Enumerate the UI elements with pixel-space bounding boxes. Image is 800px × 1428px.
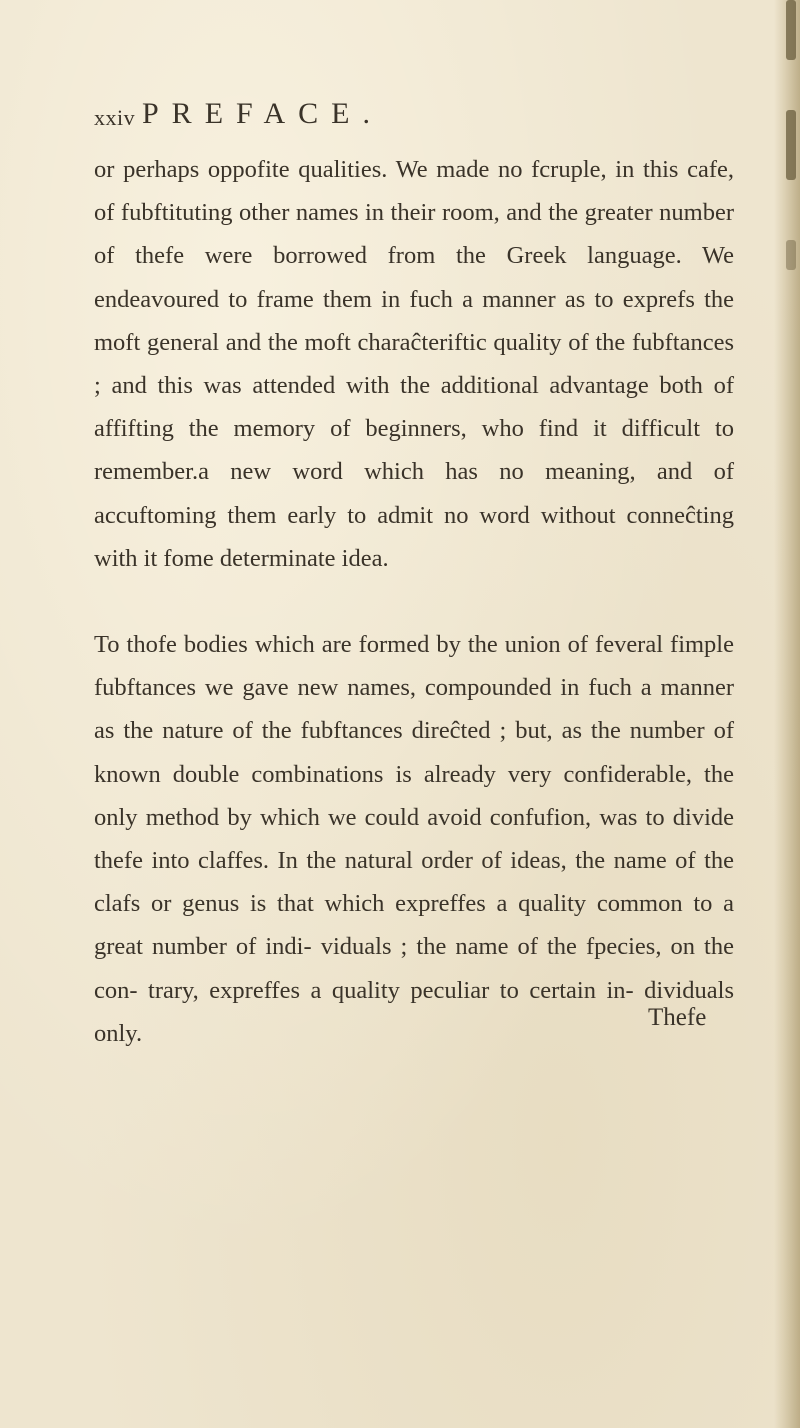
body-text	[94, 148, 734, 1055]
running-title: PREFACE.	[142, 97, 383, 130]
paragraph: or perhaps oppofite qualities. We made no fcruple, in this cafe, of fubftituting other names in their room, and the greater number of thefe were borrowed from the Greek language. We endeavoured to frame them in fuch a manner as to exprefs the moft general and the moft charaĉteriftic quality of the fubftances ; and this was attended with the additional advantage both of affifting the memory of beginners, who find it difficult to remember.a new word which has no meaning, and of accuftoming them early to admit no word without conneĉting with it fome determinate idea.	[94, 156, 734, 572]
catchword: Thefe	[648, 1004, 707, 1031]
paragraph: To thofe bodies which are formed by the union of feveral fimple fubftances we gave new names, compounded in fuch a manner as the nature of the fubftances direĉted ; but, as the number of known double combinations is already very confiderable, the only method by which we could avoid confufion, was to divide thefe into claffes. In the natural order of ideas, the name of the clafs or genus is that which expreffes a quality common to a great number of indi- viduals ; the name of the fpecies, on the con- trary, expreffes a quality peculiar to certain in- dividuals only.	[94, 631, 734, 1047]
page-edge-mark	[786, 240, 796, 270]
page-number: xxiv	[94, 105, 136, 130]
page-edge-mark	[786, 110, 796, 180]
page-edge-shadow	[774, 0, 800, 1428]
page-edge-mark	[786, 0, 796, 60]
page-header	[94, 97, 734, 137]
